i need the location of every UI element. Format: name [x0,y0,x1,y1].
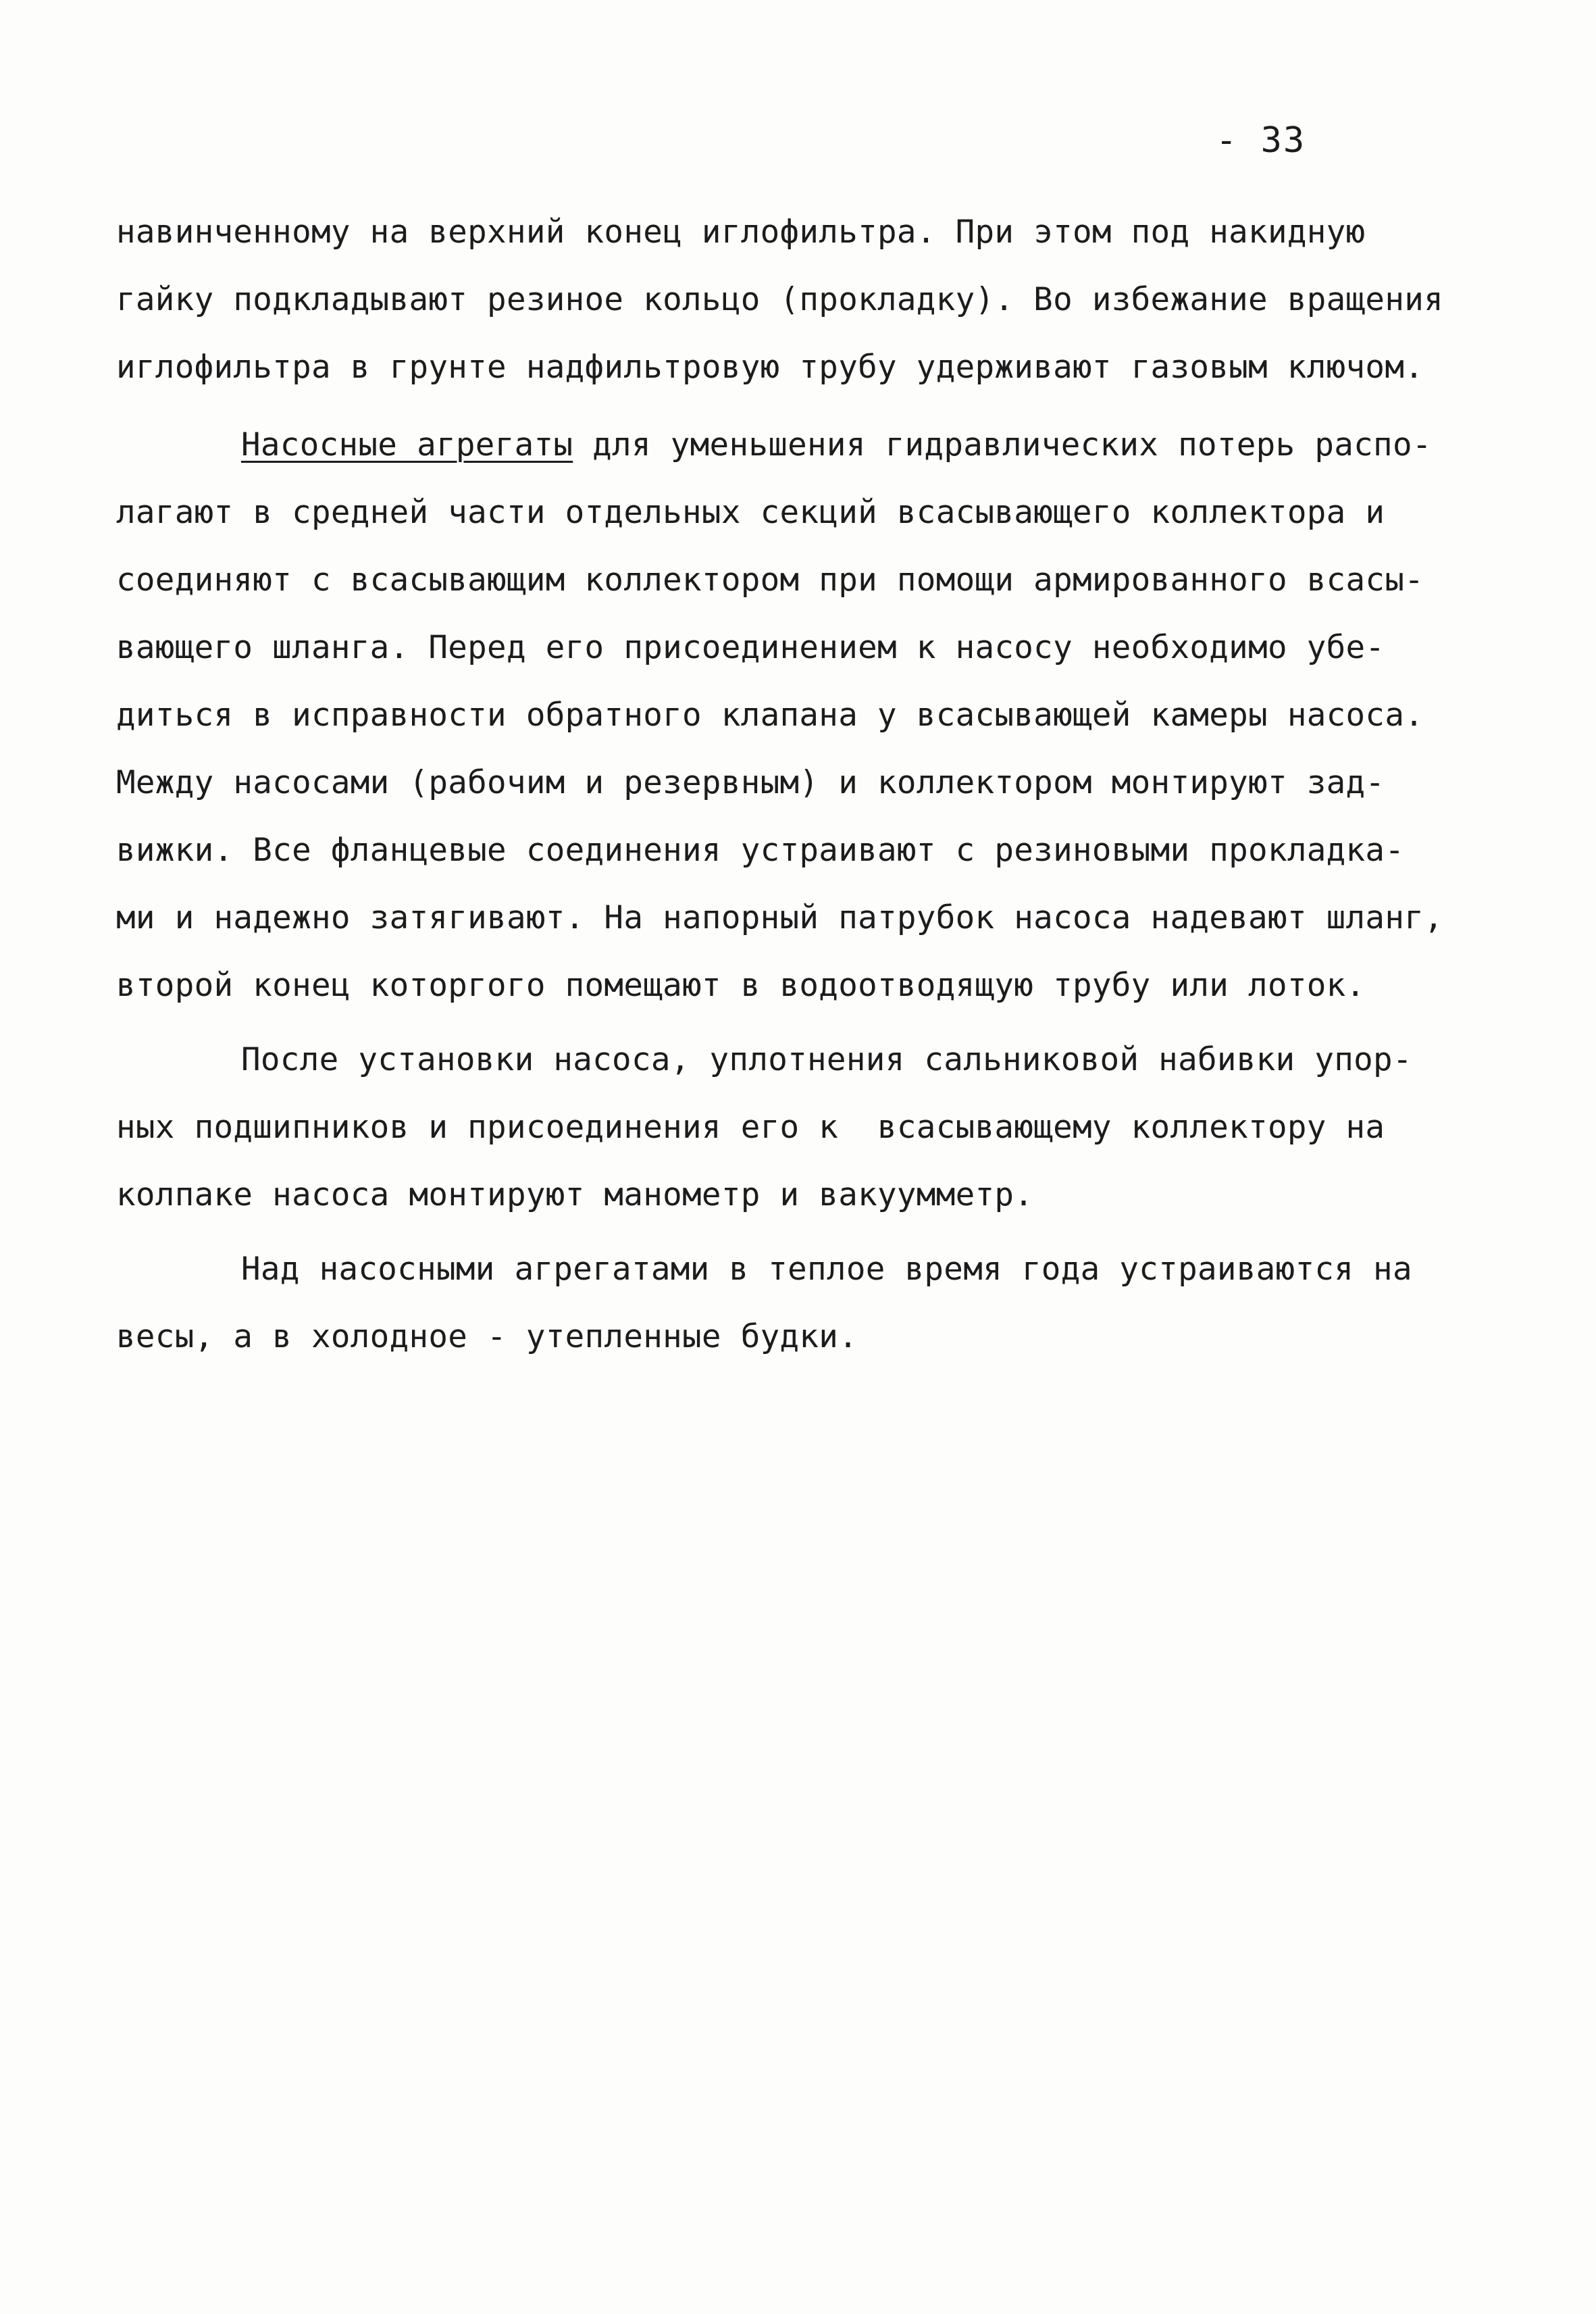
text-line: колпаке насоса монтируют манометр и вакуумметр. [116,1176,1034,1213]
text-line: гайку подкладывают резиное кольцо (прокладку). Во избежание вращения [116,281,1444,318]
text-line: вижки. Все фланцевые соединения устраивают с резиновыми прокладка- [116,832,1405,869]
text-line [241,426,1432,463]
text-line: ми и надежно затягивают. На напорный патрубок насоса надевают шланг, [116,899,1444,936]
text-line: Над насосными агрегатами в теплое время года устраиваются на [241,1251,1412,1288]
text-line: второй конец которгого помещают в водоотводящую трубу или лоток. [116,967,1366,1004]
text-line: лагают в средней части отдельных секций всасывающего коллектора и [116,494,1385,531]
text-line: соединяют с всасывающим коллектором при помощи армированного всасы- [116,561,1424,599]
text-line-post: для уменьшения гидравлических потерь распо- [573,426,1432,463]
text-line: После установки насоса, уплотнения сальниковой набивки упор- [241,1041,1412,1078]
text-line: весы, а в холодное - утепленные будки. [116,1318,858,1355]
text-line: диться в исправности обратного клапана у всасывающей камеры насоса. [116,697,1424,734]
text-line: навинченному на верхний конец иглофильтра. При этом под накидную [116,213,1366,251]
page-number: - 33 [1216,120,1306,161]
text-line: ных подшипников и присоединения его к всасывающему коллектору на [116,1109,1385,1146]
text-line: иглофильтра в грунте надфильтровую трубу удерживают газовым ключом. [116,349,1424,386]
text-line: Между насосами (рабочим и резервным) и коллектором монтируют зад- [116,764,1385,801]
section-heading-underlined: Насосные агрегаты [241,426,573,463]
text-line: вающего шланга. Перед его присоединением к насосу необходимо убе- [116,629,1385,666]
